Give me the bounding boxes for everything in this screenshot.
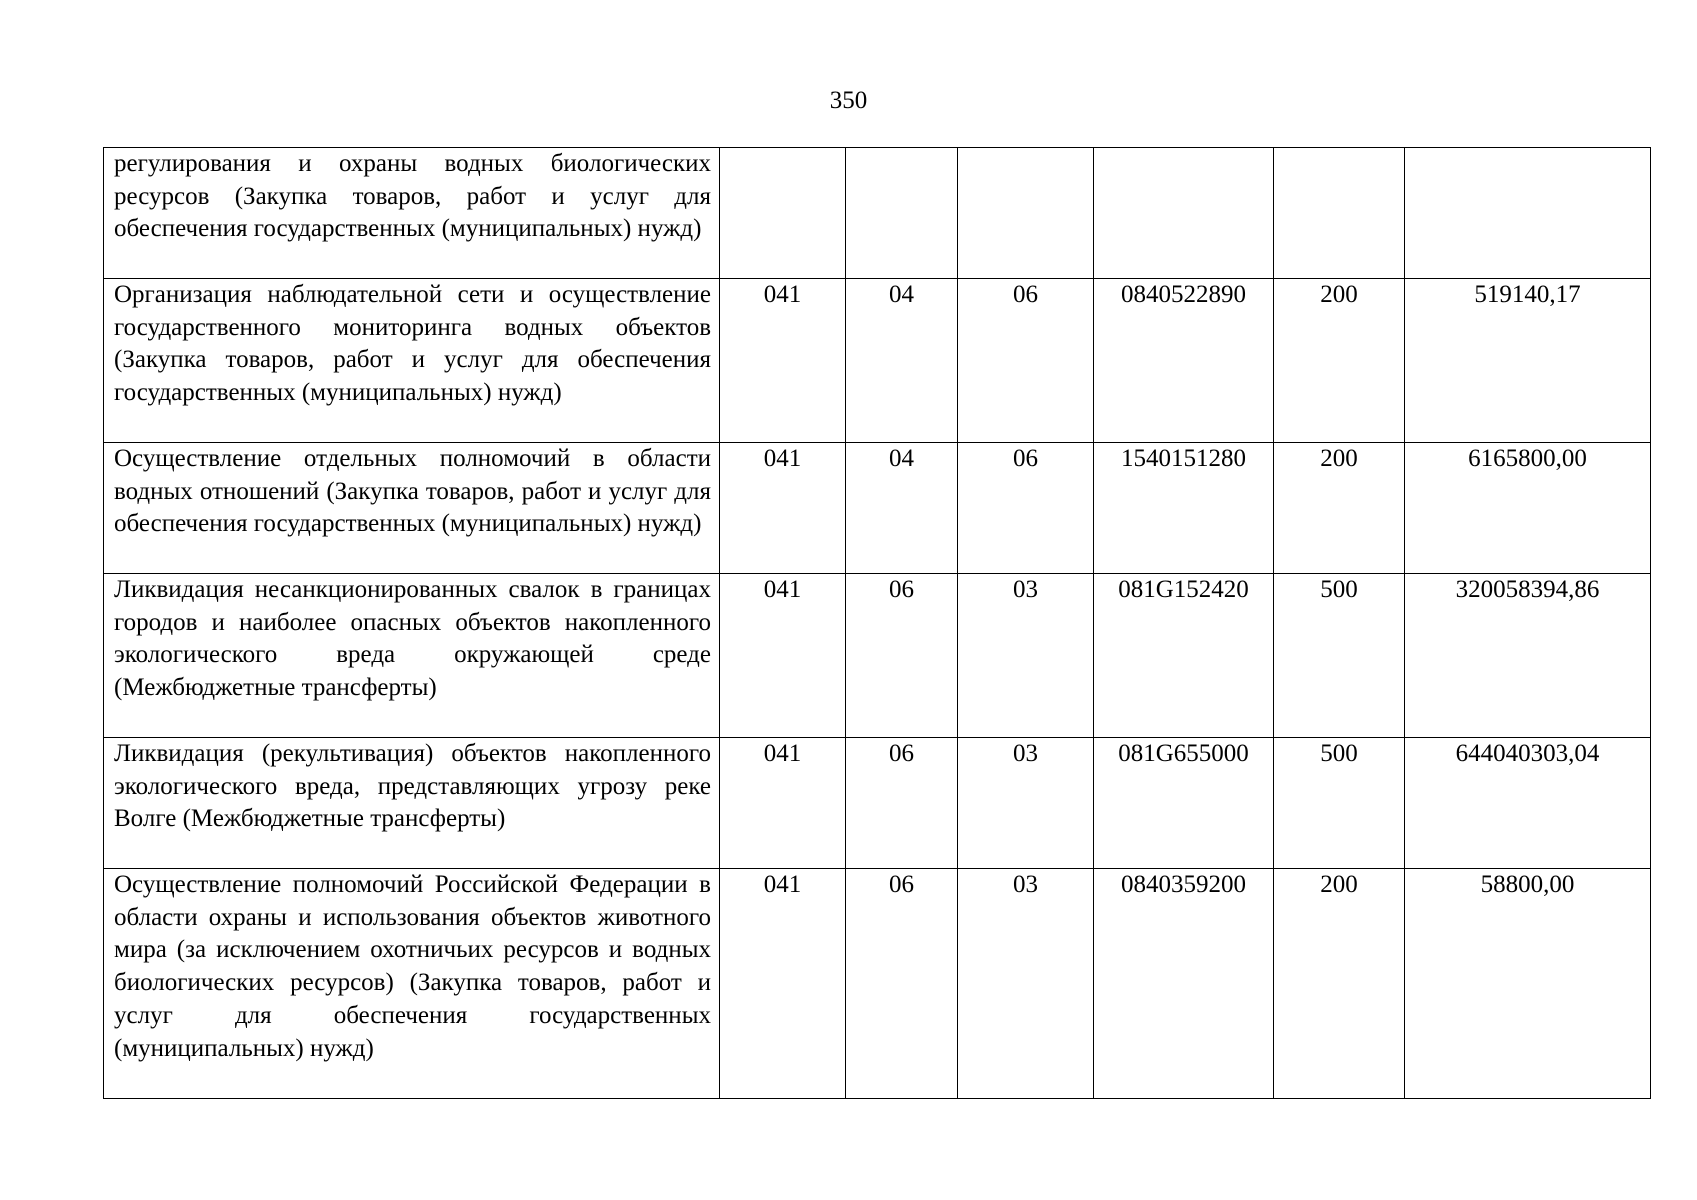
table-row: [104, 738, 1651, 869]
budget-table: [103, 147, 1651, 1099]
row-description: Ликвидация (рекультивация) объектов накопленного экологического вреда, представляющих угрозу реке Волге (Межбюджетные трансферты): [104, 738, 720, 869]
row-target-article: 0840522890: [1094, 279, 1274, 443]
row-ministry-code: 041: [720, 279, 846, 443]
table-row: [104, 443, 1651, 574]
row-ministry-code: 041: [720, 869, 846, 1099]
row-subsection-code: [958, 148, 1094, 279]
row-amount: 320058394,86: [1405, 574, 1651, 738]
row-description: Осуществление полномочий Российской Федерации в области охраны и использования объектов животного мира (за исключением охотничьих ресурсов и водных биологических ресурсов) (Закупка товаров, работ и услуг для обеспечения государственных (муниципальных) нужд): [104, 869, 720, 1099]
row-section-code: 04: [846, 443, 958, 574]
row-target-article: 081G655000: [1094, 738, 1274, 869]
row-section-code: 04: [846, 279, 958, 443]
row-subsection-code: 06: [958, 279, 1094, 443]
row-expense-type: 500: [1274, 574, 1405, 738]
row-section-code: 06: [846, 869, 958, 1099]
row-amount: 6165800,00: [1405, 443, 1651, 574]
row-expense-type: 500: [1274, 738, 1405, 869]
row-amount: 58800,00: [1405, 869, 1651, 1099]
row-section-code: [846, 148, 958, 279]
table-row: [104, 869, 1651, 1099]
row-description: Организация наблюдательной сети и осуществление государственного мониторинга водных объектов (Закупка товаров, работ и услуг для обеспечения государственных (муниципальных) нужд): [104, 279, 720, 443]
page-number: 350: [829, 87, 868, 114]
row-subsection-code: 03: [958, 869, 1094, 1099]
row-section-code: 06: [846, 574, 958, 738]
row-amount: 644040303,04: [1405, 738, 1651, 869]
row-expense-type: 200: [1274, 279, 1405, 443]
row-expense-type: 200: [1274, 443, 1405, 574]
row-expense-type: 200: [1274, 869, 1405, 1099]
row-amount: 519140,17: [1405, 279, 1651, 443]
row-amount: [1405, 148, 1651, 279]
row-target-article: 081G152420: [1094, 574, 1274, 738]
row-section-code: 06: [846, 738, 958, 869]
row-expense-type: [1274, 148, 1405, 279]
row-target-article: [1094, 148, 1274, 279]
row-description: регулирования и охраны водных биологических ресурсов (Закупка товаров, работ и услуг для обеспечения государственных (муниципальных) нужд): [104, 148, 720, 279]
table-row: [104, 574, 1651, 738]
row-ministry-code: 041: [720, 738, 846, 869]
row-ministry-code: 041: [720, 574, 846, 738]
row-target-article: 1540151280: [1094, 443, 1274, 574]
row-subsection-code: 03: [958, 738, 1094, 869]
row-target-article: 0840359200: [1094, 869, 1274, 1099]
table-row: [104, 148, 1651, 279]
row-description: Ликвидация несанкционированных свалок в границах городов и наиболее опасных объектов накопленного экологического вреда окружающей среде (Межбюджетные трансферты): [104, 574, 720, 738]
row-ministry-code: 041: [720, 443, 846, 574]
row-ministry-code: [720, 148, 846, 279]
row-subsection-code: 03: [958, 574, 1094, 738]
row-subsection-code: 06: [958, 443, 1094, 574]
table-row: [104, 279, 1651, 443]
row-description: Осуществление отдельных полномочий в области водных отношений (Закупка товаров, работ и услуг для обеспечения государственных (муниципальных) нужд): [104, 443, 720, 574]
